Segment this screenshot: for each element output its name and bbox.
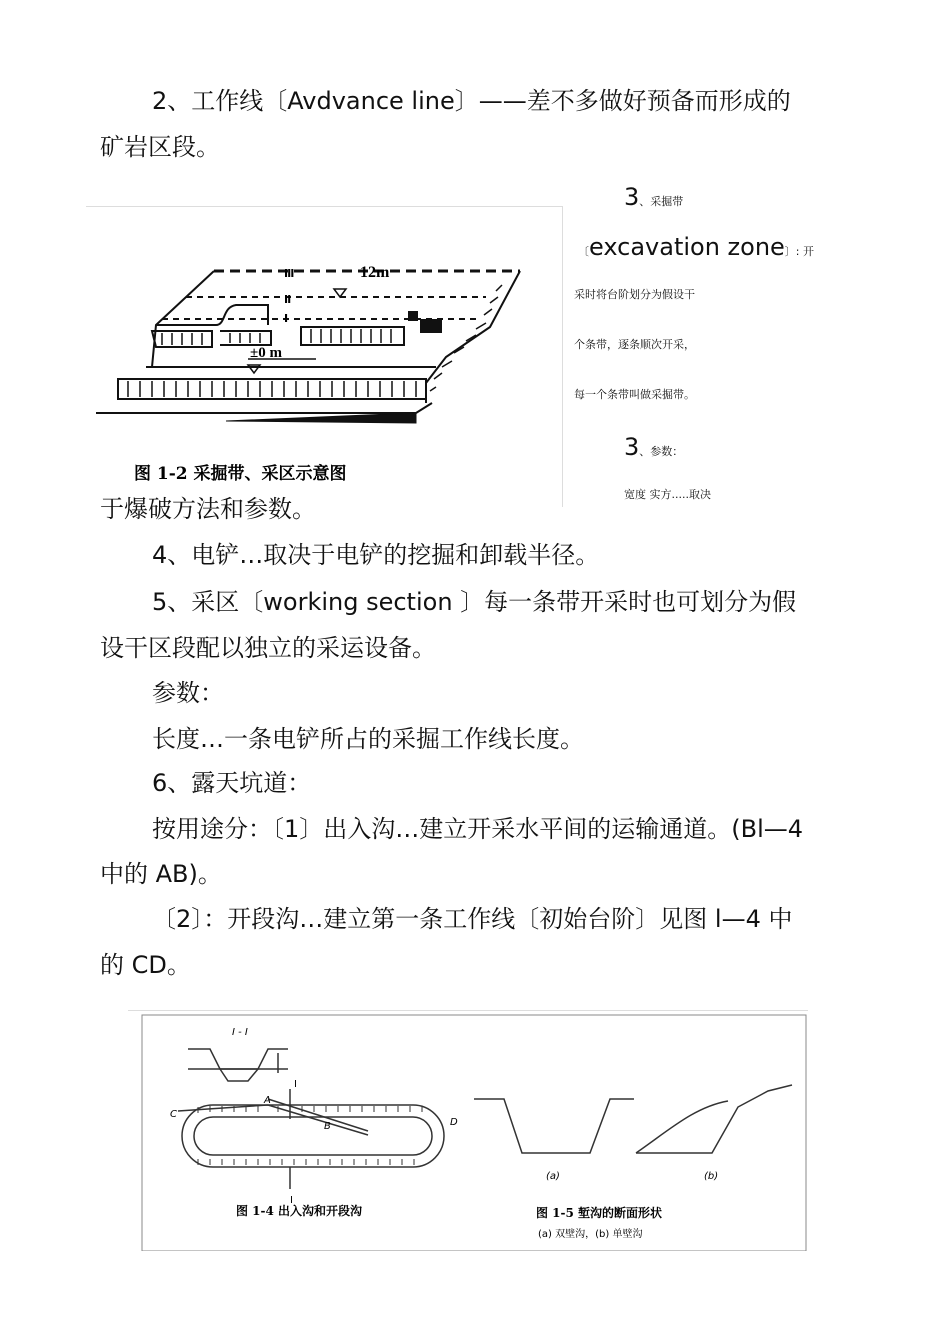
label-a: A [264, 1095, 271, 1106]
side-text-line-5: 宽度 实方.....取决 [624, 488, 711, 501]
paragraph-pioneer-cut-2: 的 CD。 [100, 951, 191, 979]
side-text-line-2: 采时将台阶划分为假设干 [574, 288, 695, 301]
label-bench-iii: Ⅲ [284, 267, 295, 280]
figure-1-4-caption: 图 1-4 出入沟和开段沟 [236, 1204, 363, 1218]
figure-1-5-subcaption: (a) 双壁沟，(b) 单壁沟 [538, 1229, 643, 1240]
paragraph-blasting: 于爆破方法和参数。 [100, 495, 316, 523]
label-c: C [170, 1109, 177, 1120]
paragraph-pioneer-cut-1: 〔2〕：开段沟…建立第一条工作线〔初始台阶〕见图 l—4 中 [152, 905, 793, 933]
side-text-line-4: 每一个条带叫做采掘带。 [574, 388, 695, 401]
figure-1-5-caption: 图 1-5 堑沟的断面形状 [536, 1206, 663, 1220]
label-section-i-i: I - I [232, 1027, 248, 1038]
label-bench-ii: Ⅱ [284, 293, 292, 306]
figure-1-2-caption: 图 1-2 采掘带、采区示意图 [134, 464, 347, 484]
trenches-diagram [128, 1011, 808, 1251]
label-section-a: (a) [546, 1171, 560, 1182]
label-plus-minus-0m: ±0 m [250, 345, 282, 361]
paragraph-working-section-2: 设干区段配以独立的采运设备。 [100, 634, 436, 662]
label-d: D [450, 1117, 458, 1128]
figure-trenches [128, 1010, 808, 1251]
paragraph-working-line-1: 2、工作线〔Avdvance line〕——差不多做好预备而形成的 [152, 87, 791, 115]
side-heading-excavation: 3、采掘带 [624, 183, 684, 211]
paragraph-access-trench-2: 中的 AB)。 [100, 860, 222, 888]
paragraph-access-trench-1: 按用途分：〔1〕出入沟…建立开采水平间的运输通道。(Bl—4 [152, 815, 804, 843]
paragraph-open-pit-trench: 6、露天坑道： [152, 769, 312, 797]
side-text-line-3: 个条带，逐条顺次开采， [574, 338, 695, 351]
label-i-top: I [294, 1079, 297, 1090]
paragraph-parameters: 参数： [152, 679, 224, 707]
paragraph-length: 长度…一条电铲所占的采掘工作线长度。 [152, 725, 584, 753]
excavation-zone-diagram [86, 207, 562, 507]
paragraph-working-line-2: 矿岩区段。 [100, 133, 220, 161]
label-section-b: (b) [704, 1171, 719, 1182]
label-bench-i: Ⅰ [284, 312, 289, 325]
paragraph-working-section-1: 5、采区〔working section 〕每一条带开采时也可划分为假 [152, 588, 797, 616]
label-12m: 12m [360, 264, 390, 281]
figure-excavation-zone [86, 206, 563, 507]
side-heading-parameters: 3、参数： [624, 433, 684, 461]
label-b: B [324, 1121, 331, 1132]
side-excavation-zone: 〔excavation zone〕: 开 [578, 233, 814, 261]
label-i-bottom: I [290, 1195, 293, 1206]
paragraph-shovel: 4、电铲…取决于电铲的挖掘和卸载半径。 [152, 541, 600, 569]
